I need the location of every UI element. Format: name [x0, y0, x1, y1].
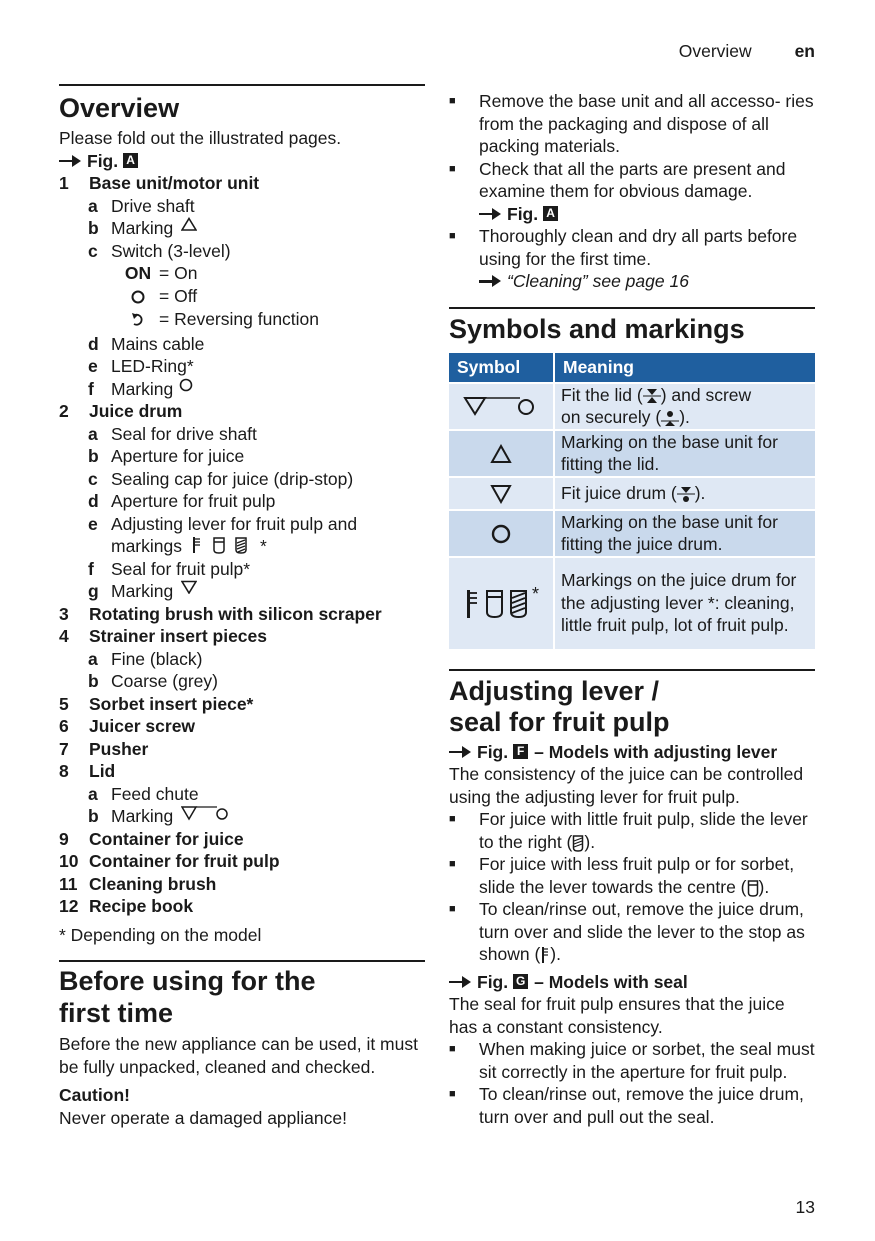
item-number: 10 — [59, 851, 79, 871]
table-row — [449, 557, 815, 649]
sub-letter: b — [88, 671, 99, 691]
meaning-text: on securely ( — [561, 407, 662, 427]
bullet-text — [479, 853, 815, 898]
fig-label: Fig. — [87, 150, 119, 171]
sub-item — [59, 240, 425, 263]
triangle-up-icon — [181, 217, 197, 231]
bullet-square-icon: ■ — [449, 1088, 456, 1100]
fig-label: Fig. — [477, 971, 509, 992]
lid-marking-icon — [181, 805, 231, 821]
sub-item — [59, 535, 425, 558]
sub-text: Adjusting lever for fruit pulp and — [111, 513, 358, 534]
item-number: 6 — [59, 716, 69, 736]
switch-text: = On — [159, 263, 198, 283]
sub-item — [59, 378, 425, 401]
fig-caption: – Models with seal — [534, 971, 688, 992]
cleaning-position-icon — [540, 946, 550, 964]
caution-text: Never operate a damaged appliance! — [59, 1107, 347, 1128]
sub-item — [59, 513, 425, 536]
fig-reference — [449, 203, 815, 226]
lever-markings-icon — [449, 557, 554, 649]
header-symbol: Symbol — [449, 353, 554, 383]
section-rule — [59, 960, 425, 962]
adjusting-text: The consistency of the juice can be controlled using the adjusting lever for fruit pulp. — [449, 764, 804, 807]
bullet-text: Check that all the parts are present and examine them for obvious damage. — [479, 158, 786, 201]
sub-letter — [88, 535, 111, 558]
before-title-line1: Before using for the — [59, 966, 316, 996]
fig-label: Fig. — [507, 203, 539, 224]
table-row — [449, 430, 815, 477]
fig-letter-box: A — [543, 206, 558, 221]
meaning-text: Fit juice drum ( — [561, 482, 677, 503]
meaning-text: ). — [694, 482, 706, 503]
list-item — [59, 172, 425, 195]
bullet-text-b: ). — [758, 876, 770, 897]
header-meaning: Meaning — [554, 353, 815, 383]
section-rule — [449, 669, 815, 671]
list-item — [59, 760, 425, 783]
item-label: Base unit/motor unit — [89, 173, 260, 193]
bullet-text: Remove the base unit and all accesso- ries from the packaging and dispose of all packing materials. — [479, 91, 814, 156]
sub-letter: e — [88, 356, 98, 376]
sub-item — [59, 490, 425, 513]
item-label: Juicer screw — [89, 716, 196, 736]
item-number: 3 — [59, 603, 69, 624]
bullet-item — [449, 225, 815, 270]
meaning-cell: Markings on the juice drum for the adjusting lever *: cleaning, little fruit pulp, lot of fruit pulp. — [554, 557, 815, 649]
bullet-text-a: To clean/rinse out, remove the juice drum, turn over and slide the lever to the stop as shown ( — [479, 899, 805, 964]
sub-text: Sealing cap for juice (drip-stop) — [111, 468, 354, 489]
page-number: 13 — [795, 1197, 815, 1217]
list-item — [59, 828, 425, 851]
sub-letter: c — [88, 468, 98, 489]
switch-setting — [59, 308, 425, 331]
item-number: 7 — [59, 738, 69, 759]
bullet-text-b: ). — [550, 944, 561, 964]
bullet-text — [479, 808, 815, 853]
table-row — [449, 477, 815, 510]
sub-letter: b — [88, 218, 99, 238]
list-item — [59, 625, 425, 648]
item-number: 8 — [59, 761, 69, 781]
bullet-item — [449, 1038, 815, 1083]
fig-reference — [449, 971, 815, 994]
meaning-cell — [554, 477, 815, 510]
sub-letter: a — [88, 648, 98, 669]
triangle-down-icon — [181, 580, 197, 594]
sub-item — [59, 468, 425, 491]
sub-text: Feed chute — [111, 783, 199, 804]
footnote: * Depending on the model — [59, 924, 262, 945]
header-section: Overview — [678, 41, 752, 61]
fig-letter-box: F — [513, 744, 528, 759]
item-label: Cleaning brush — [89, 873, 217, 894]
bullet-square-icon: ■ — [449, 903, 456, 915]
symbols-title: Symbols and markings — [449, 313, 745, 344]
sub-text: Seal for drive shaft — [111, 423, 257, 444]
bullet-text — [479, 898, 815, 966]
drum-align-icon — [677, 485, 695, 503]
little-pulp-icon — [747, 879, 759, 897]
sub-item — [59, 558, 425, 581]
meaning-text: Fit the lid ( — [561, 384, 643, 405]
bullet-text-b: ). — [584, 831, 596, 852]
sub-text: Switch (3-level) — [111, 240, 231, 261]
switch-text: = Off — [159, 285, 198, 306]
list-item — [59, 873, 425, 896]
bullet-item — [449, 90, 815, 158]
sub-letter: a — [88, 195, 98, 216]
sub-text: Drive shaft — [111, 195, 195, 216]
item-number: 2 — [59, 401, 69, 421]
item-label: Container for juice — [89, 828, 244, 849]
cleaning-ref-text: “Cleaning” see page 16 — [507, 271, 689, 291]
bullet-item — [449, 898, 815, 966]
sub-item — [59, 195, 425, 218]
lid-screw-icon — [449, 383, 554, 430]
meaning-cell: Marking on the base unit for fitting the juice drum. — [554, 510, 815, 557]
sub-item — [59, 580, 425, 603]
fig-letter-box: A — [123, 153, 138, 168]
before-text: Before the new appliance can be used, it must be fully unpacked, cleaned and checked. — [59, 1034, 418, 1077]
arrow-right-icon — [449, 976, 471, 988]
sub-text: Marking — [111, 378, 174, 399]
sub-letter: d — [88, 491, 99, 511]
before-title — [59, 965, 425, 1029]
reverse-icon — [117, 308, 159, 331]
bullet-text: To clean/rinse out, remove the juice drum, turn over and pull out the seal. — [479, 1084, 804, 1127]
fig-reference — [449, 741, 815, 764]
item-label: Recipe book — [89, 896, 194, 916]
table-header-row — [449, 353, 815, 383]
running-header — [679, 40, 815, 63]
sub-text: Marking — [111, 581, 174, 601]
sub-letter: c — [88, 240, 98, 261]
sub-letter: a — [88, 783, 98, 804]
item-number: 5 — [59, 693, 69, 714]
bullet-text-a: For juice with less fruit pulp or for sorbet, slide the lever towards the centre ( — [479, 854, 795, 897]
item-number: 4 — [59, 626, 69, 646]
bullet-square-icon: ■ — [449, 230, 456, 242]
lever-markings-icon — [190, 535, 260, 555]
bullet-square-icon: ■ — [449, 95, 456, 107]
sub-item — [59, 648, 425, 671]
sub-letter: f — [88, 558, 94, 579]
item-label: Rotating brush with silicon scraper — [89, 603, 382, 624]
bullet-text-a: For juice with little fruit pulp, slide the lever to the right ( — [479, 809, 808, 852]
meaning-text: ). — [679, 407, 690, 427]
sub-item — [59, 445, 425, 468]
item-number: 12 — [59, 896, 79, 916]
meaning-text: ) and screw — [660, 384, 752, 405]
circle-icon — [449, 510, 554, 557]
sub-letter: b — [88, 806, 99, 826]
bullet-text: When making juice or sorbet, the seal must sit correctly in the aperture for fruit pulp. — [479, 1039, 815, 1082]
switch-on-symbol: ON — [124, 263, 152, 283]
asterisk: * — [532, 586, 539, 604]
adjusting-title — [449, 676, 815, 738]
bullet-item — [449, 158, 815, 203]
overview-intro: Please fold out the illustrated pages. — [59, 128, 342, 148]
right-column — [449, 90, 815, 1128]
switch-off-icon — [117, 285, 159, 308]
before-title-line2: first time — [59, 998, 174, 1028]
sub-letter: f — [88, 378, 94, 399]
list-item — [59, 400, 425, 423]
item-number: 9 — [59, 828, 69, 849]
sub-letter: e — [88, 513, 98, 534]
sub-text: Aperture for fruit pulp — [111, 491, 276, 511]
sub-text: Mains cable — [111, 333, 205, 354]
item-label: Pusher — [89, 738, 149, 759]
adjusting-title-line2: seal for fruit pulp — [449, 706, 670, 737]
cleaning-reference — [449, 270, 815, 293]
sub-letter: d — [88, 333, 99, 354]
bullet-square-icon: ■ — [449, 813, 456, 825]
bullet-square-icon: ■ — [449, 1043, 456, 1055]
arrow-right-icon — [449, 746, 471, 758]
list-item — [59, 850, 425, 873]
table-row — [449, 510, 815, 557]
left-column — [59, 84, 425, 1129]
caution-title: Caution! — [59, 1085, 130, 1105]
bullet-item — [449, 853, 815, 898]
arrow-right-icon — [479, 208, 501, 220]
sub-text: Marking — [111, 218, 174, 238]
fig-caption: – Models with adjusting lever — [534, 741, 778, 762]
sub-text: Marking — [111, 806, 174, 826]
section-rule — [449, 307, 815, 309]
sub-text: Seal for fruit pulp* — [111, 558, 251, 579]
sub-letter: b — [88, 446, 99, 466]
sub-letter: g — [88, 581, 99, 601]
sub-item — [59, 805, 425, 828]
triangle-down-icon — [449, 477, 554, 510]
sub-item — [59, 333, 425, 356]
sub-item — [59, 670, 425, 693]
header-language: en — [794, 41, 815, 61]
sub-text: Aperture for juice — [111, 446, 245, 466]
bullet-item — [449, 808, 815, 853]
switch-text: = Reversing function — [159, 309, 320, 329]
sub-item — [59, 217, 425, 240]
screw-align-icon — [661, 409, 679, 427]
adjusting-text: The seal for fruit pulp ensures that the juice has a constant consistency. — [449, 994, 785, 1037]
triangle-up-icon — [449, 430, 554, 477]
fig-label: Fig. — [477, 741, 509, 762]
lot-pulp-icon — [572, 834, 584, 852]
item-label: Strainer insert pieces — [89, 626, 267, 646]
sub-letter: a — [88, 423, 98, 444]
list-item — [59, 715, 425, 738]
sub-text: Fine (black) — [111, 648, 203, 669]
sub-text: LED-Ring* — [111, 356, 194, 376]
bullet-item — [449, 1083, 815, 1128]
fig-reference — [59, 150, 425, 173]
bullet-text: Thoroughly clean and dry all parts before using for the first time. — [479, 226, 798, 269]
table-row — [449, 383, 815, 430]
meaning-cell: Marking on the base unit for fitting the lid. — [554, 430, 815, 477]
sub-item — [59, 783, 425, 806]
list-item — [59, 738, 425, 761]
list-item — [59, 693, 425, 716]
asterisk: * — [260, 536, 267, 556]
sub-text: Coarse (grey) — [111, 671, 218, 691]
item-label: Container for fruit pulp — [89, 851, 280, 871]
arrow-right-icon — [59, 155, 81, 167]
bullet-square-icon: ■ — [449, 858, 456, 870]
item-label: Lid — [89, 761, 116, 781]
list-item — [59, 603, 425, 626]
item-number: 1 — [59, 173, 69, 193]
fig-letter-box: G — [513, 974, 528, 989]
symbols-table — [449, 353, 815, 649]
meaning-cell — [554, 383, 815, 430]
arrow-right-icon — [479, 275, 501, 287]
sub-text: markings — [111, 536, 182, 556]
section-rule — [59, 84, 425, 86]
circle-icon — [179, 378, 193, 392]
sub-item — [59, 423, 425, 446]
lid-align-icon — [643, 387, 661, 405]
switch-setting — [59, 285, 425, 308]
bullet-square-icon: ■ — [449, 162, 456, 175]
overview-title: Overview — [59, 93, 180, 123]
item-label: Juice drum — [89, 401, 183, 421]
list-item — [59, 895, 425, 918]
sub-item — [59, 355, 425, 378]
item-label: Sorbet insert piece* — [89, 693, 254, 714]
adjusting-title-line1: Adjusting lever / — [449, 675, 660, 706]
item-number: 11 — [59, 873, 78, 894]
switch-setting — [59, 262, 425, 285]
